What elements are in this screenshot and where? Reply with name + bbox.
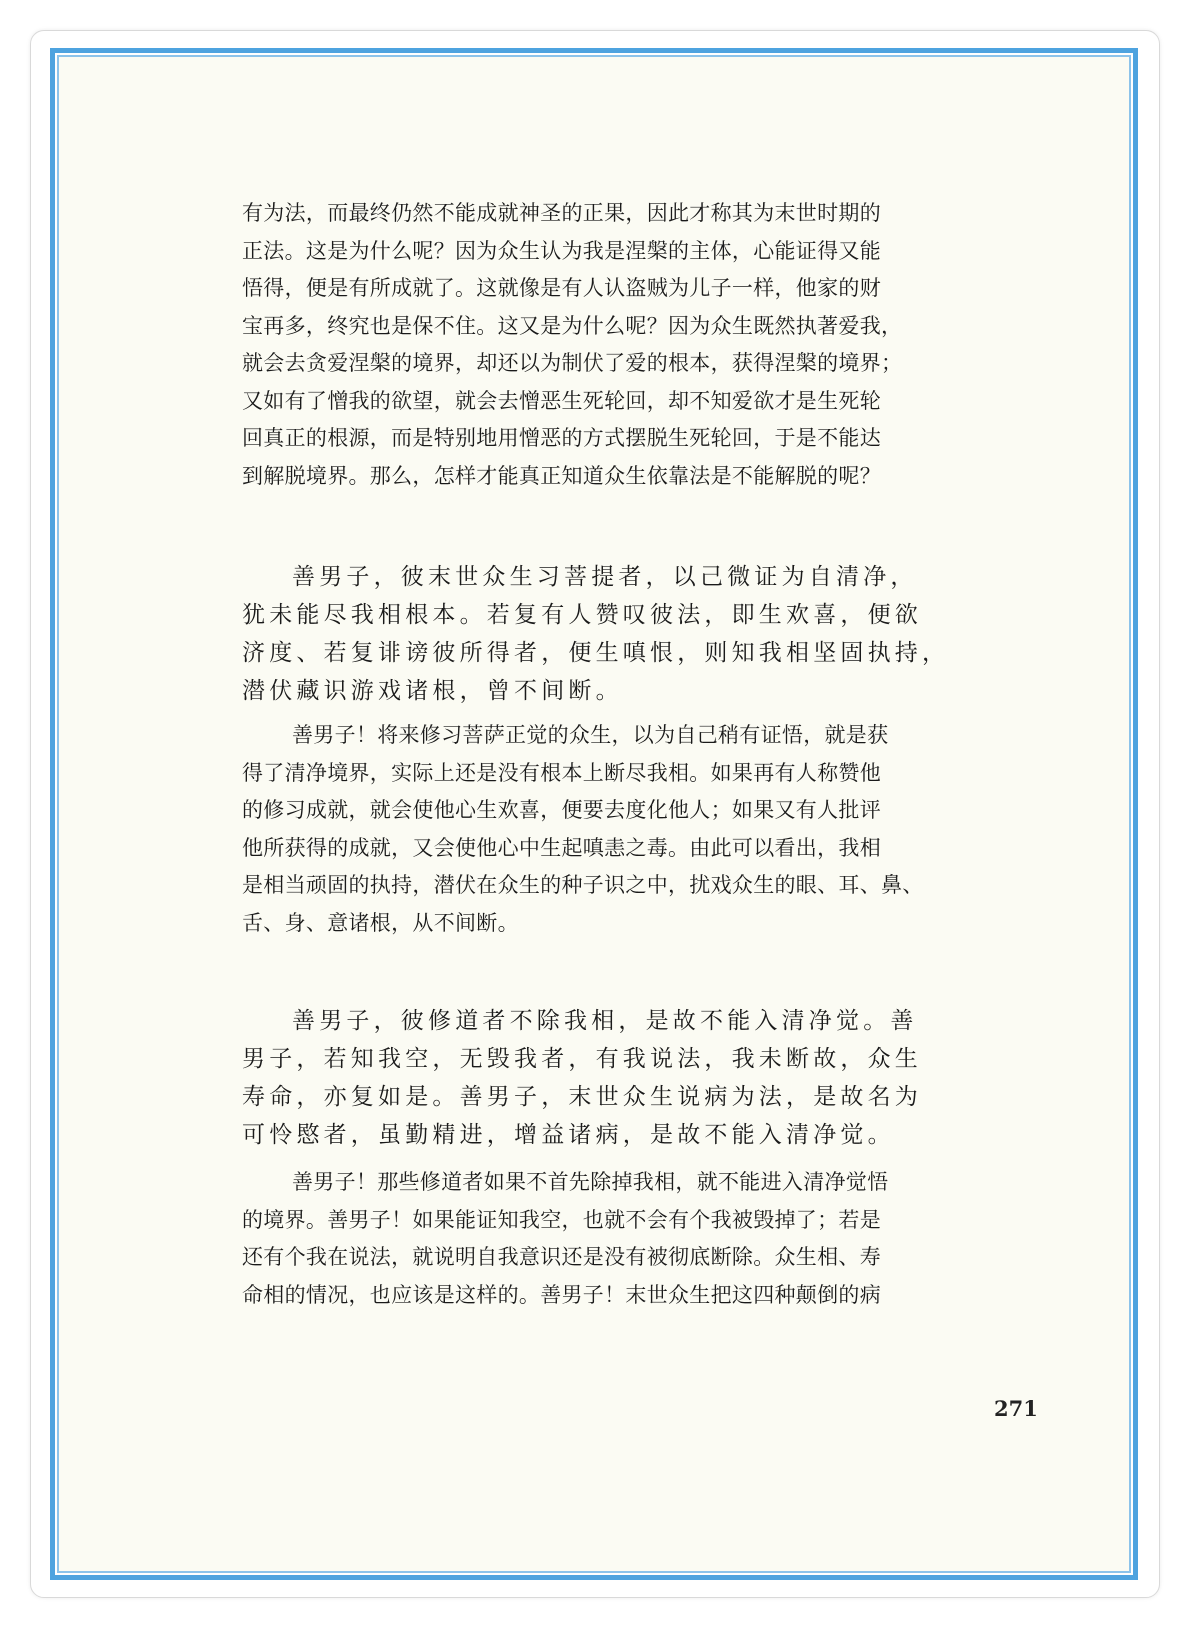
page-number: 271 [994, 1396, 1038, 1421]
original-scripture-passage-1 [242, 558, 962, 710]
text-line: 宝再多，终究也是保不住。这又是为什么呢？因为众生既然执著爱我， [242, 313, 903, 338]
text-line: 他所获得的成就，又会使他心中生起嗔恚之毒。由此可以看出，我相 [242, 835, 881, 860]
text-line: 舌、身、意诸根，从不间断。 [242, 910, 519, 935]
text-line: 善男子！那些修道者如果不首先除掉我相，就不能进入清净觉悟 [292, 1170, 889, 1194]
text-line: 有为法，而最终仍然不能成就神圣的正果，因此才称其为末世时期的 [242, 201, 881, 225]
text-line: 还有个我在说法，就说明自我意识还是没有被彻底断除。众生相、寿 [242, 1245, 881, 1269]
text-line: 得了清净境界，实际上还是没有根本上断尽我相。如果再有人称赞他 [242, 760, 881, 785]
translation-paragraph-1 [242, 195, 962, 495]
text-line: 善男子，彼末世众生习菩提者，以己微证为自清净， [292, 564, 918, 590]
text-line: 悟得，便是有所成就了。这就像是有人认盗贼为儿子一样，他家的财 [242, 276, 881, 300]
original-scripture-passage-2 [242, 1002, 962, 1154]
text-line: 正法。这是为什么呢？因为众生认为我是涅槃的主体，心能证得又能 [242, 238, 881, 263]
text-line: 善男子，彼修道者不除我相，是故不能入清净觉。善 [292, 1008, 918, 1034]
text-line: 又如有了憎我的欲望，就会去憎恶生死轮回，却不知爱欲才是生死轮 [242, 388, 881, 413]
text-line: 可怜愍者，虽勤精进，增益诸病，是故不能入清净觉。 [242, 1122, 895, 1148]
text-line: 济度、若复诽谤彼所得者，便生嗔恨，则知我相坚固执持， [242, 640, 950, 666]
text-line: 犹未能尽我相根本。若复有人赞叹彼法，即生欢喜，便欲 [242, 602, 922, 628]
translation-paragraph-3 [242, 1164, 962, 1314]
text-line: 是相当顽固的执持，潜伏在众生的种子识之中，扰戏众生的眼、耳、鼻、 [242, 873, 924, 897]
translation-paragraph-2 [242, 717, 962, 942]
text-line: 的境界。善男子！如果能证知我空，也就不会有个我被毁掉了；若是 [242, 1207, 881, 1232]
text-line: 到解脱境界。那么，怎样才能真正知道众生依靠法是不能解脱的呢？ [242, 463, 881, 488]
text-line: 男子，若知我空，无毁我者，有我说法，我未断故，众生 [242, 1046, 922, 1072]
text-line: 寿命，亦复如是。善男子，末世众生说病为法，是故名为 [242, 1084, 922, 1110]
text-line: 就会去贪爱涅槃的境界，却还以为制伏了爱的根本，获得涅槃的境界； [242, 351, 903, 375]
text-line: 回真正的根源，而是特别地用憎恶的方式摆脱生死轮回，于是不能达 [242, 426, 881, 450]
text-line: 命相的情况，也应该是这样的。善男子！末世众生把这四种颠倒的病 [242, 1282, 881, 1307]
text-line: 善男子！将来修习菩萨正觉的众生，以为自己稍有证悟，就是获 [292, 723, 889, 747]
text-line: 潜伏藏识游戏诸根，曾不间断。 [242, 678, 623, 704]
text-line: 的修习成就，就会使他心生欢喜，便要去度化他人；如果又有人批评 [242, 798, 881, 822]
